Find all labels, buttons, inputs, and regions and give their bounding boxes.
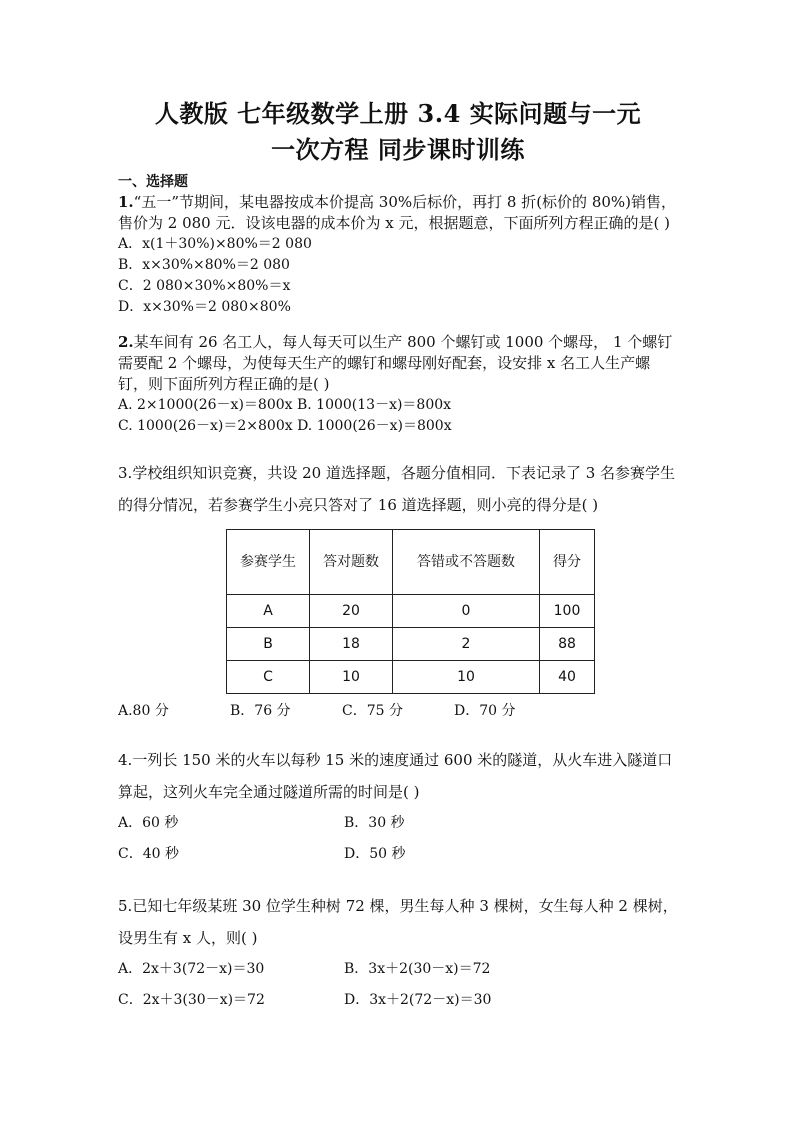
table-cell: 10 <box>310 661 393 694</box>
table-cell: 88 <box>540 628 595 661</box>
option-c: C．2x＋3(30－x)＝72 <box>118 992 265 1008</box>
table-header: 得分 <box>540 530 595 595</box>
question-4 <box>118 744 678 808</box>
question-text: 一列长 150 米的火车以每秒 15 米的速度通过 600 米的隧道，从火车进入隧道口算起，这列火车完全通过隧道所需的时间是( ) <box>118 751 673 801</box>
option-b: B．30 秒 <box>344 815 405 831</box>
question-text: 学校组织知识竞赛，共设 20 道选择题，各题分值相同．下表记录了 3 名参赛学生的得分情况，若参赛学生小亮只答对了 16 道选择题，则小亮的得分是( ) <box>118 464 676 514</box>
score-table <box>226 529 595 694</box>
option-b: B．76 分 <box>230 703 291 719</box>
option-row-cd: C. 1000(26－x)＝2×800x D. 1000(26－x)＝800x <box>118 418 452 434</box>
question-text: 某车间有 26 名工人，每人每天可以生产 800 个螺钉或 1000 个螺母， 1 个螺钉需要配 2 个螺母，为使每天生产的螺钉和螺母刚好配套，设安排 x 名工人生产螺钉，则下面所列方程正确的是( ) <box>118 333 673 393</box>
question-3 <box>118 457 678 521</box>
table-cell: A <box>227 595 310 628</box>
option-a: A．60 秒 <box>118 815 179 831</box>
option-d: D．70 分 <box>454 703 516 719</box>
question-text: 已知七年级某班 30 位学生种树 72 棵，男生每人种 3 棵树，女生每人种 2 棵树，设男生有 x 人，则( ) <box>118 897 678 947</box>
option-a: A．x(1＋30%)×80%＝2 080 <box>118 236 312 252</box>
option-c: C．40 秒 <box>118 846 179 862</box>
option-row-cd <box>118 985 678 1016</box>
table-cell: 2 <box>393 628 540 661</box>
option-row-ab <box>118 808 678 839</box>
table-cell: 0 <box>393 595 540 628</box>
question-number: 4. <box>118 751 133 769</box>
table-row <box>227 595 595 628</box>
table-header: 参赛学生 <box>227 530 310 595</box>
section-heading: 一、选择题 <box>118 174 188 190</box>
document-page <box>118 96 678 1016</box>
question-number: 3. <box>118 464 133 482</box>
option-c: C．2 080×30%×80%＝x <box>118 278 291 294</box>
table-cell: 10 <box>393 661 540 694</box>
option-d: D．50 秒 <box>344 846 406 862</box>
table-header-row <box>227 530 595 595</box>
question-5 <box>118 890 678 954</box>
option-row-ab <box>118 954 678 985</box>
table-cell: 40 <box>540 661 595 694</box>
option-row-ab: A. 2×1000(26－x)＝800x B. 1000(13－x)＝800x <box>118 397 452 413</box>
question-3-options <box>118 698 678 724</box>
option-row-cd <box>118 839 678 870</box>
table-cell: 20 <box>310 595 393 628</box>
question-number: 1. <box>118 193 134 211</box>
document-title <box>118 96 678 168</box>
option-b: B．3x＋2(30－x)＝72 <box>344 961 491 977</box>
table-header: 答错或不答题数 <box>393 530 540 595</box>
question-text: “五一”节期间，某电器按成本价提高 30%后标价，再打 8 折(标价的 80%)销售，售价为 2 080 元．设该电器的成本价为 x 元，根据题意，下面所列方程正确的是( ) <box>118 193 677 232</box>
table-cell: C <box>227 661 310 694</box>
table-cell: 100 <box>540 595 595 628</box>
option-a: A.80 分 <box>118 703 169 719</box>
table-cell: 18 <box>310 628 393 661</box>
table-header: 答对题数 <box>310 530 393 595</box>
option-c: C．75 分 <box>342 703 403 719</box>
table-row <box>227 628 595 661</box>
option-b: B．x×30%×80%＝2 080 <box>118 257 290 273</box>
option-d: D．x×30%＝2 080×80% <box>118 299 291 315</box>
table-cell: B <box>227 628 310 661</box>
title-line-1: 人教版 七年级数学上册 3.4 实际问题与一元 <box>154 99 642 128</box>
question-number: 5. <box>118 897 133 915</box>
title-line-2: 一次方程 同步课时训练 <box>271 135 525 164</box>
table-row <box>227 661 595 694</box>
option-d: D．3x＋2(72－x)＝30 <box>344 992 492 1008</box>
question-number: 2. <box>118 333 134 351</box>
option-a: A．2x＋3(72－x)＝30 <box>118 961 265 977</box>
question-2 <box>118 332 678 395</box>
question-1 <box>118 192 678 234</box>
